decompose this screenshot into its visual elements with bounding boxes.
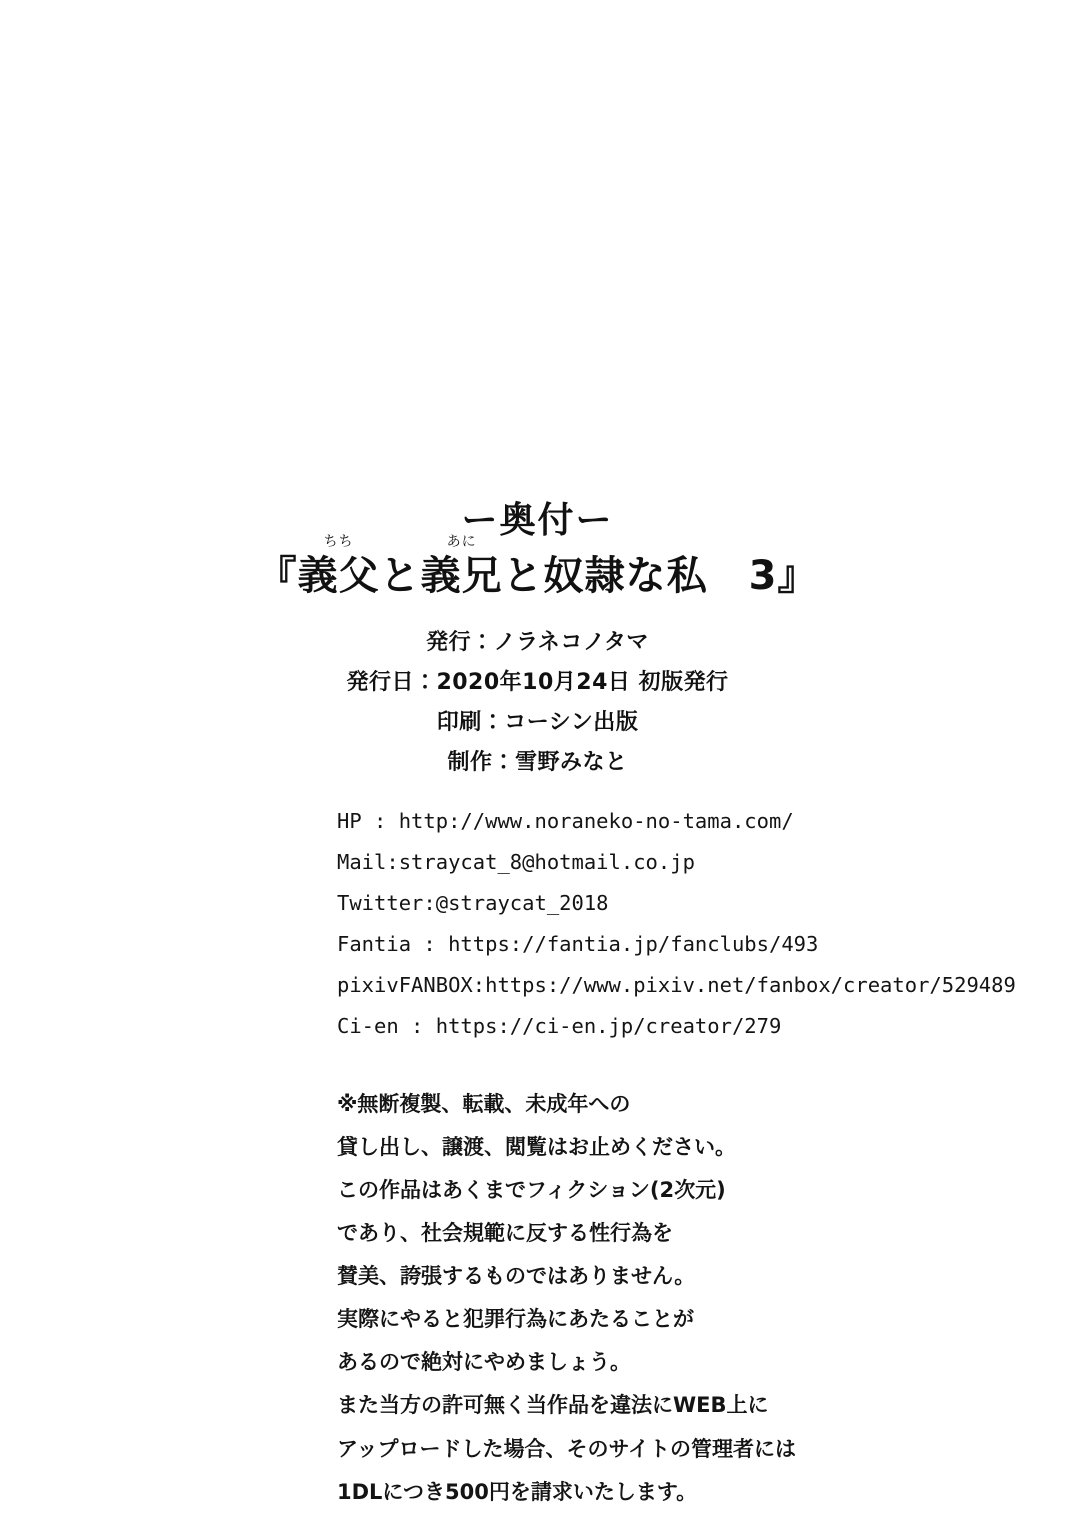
title-ruby-group-ani [420, 534, 503, 601]
title-segment-1: 義父 [297, 553, 380, 599]
title-open-bracket: 『 [256, 553, 298, 599]
legal-notice-block [0, 1083, 1075, 1513]
notice-line-8: また当方の許可無く当作品を違法にWEB上に [337, 1393, 769, 1418]
notice-line-1: ※無断複製、転載、未成年への [337, 1092, 631, 1117]
link-ci-en[interactable]: Ci-en : https://ci-en.jp/creator/279 [337, 1014, 782, 1039]
notice-line-9: アップロードした場合、そのサイトの管理者には [337, 1436, 797, 1461]
notice-line-7: あるので絶対にやめましょう。 [337, 1350, 631, 1375]
credit-publisher: 発行：ノラネコノタマ [426, 630, 649, 655]
notice-line-2: 貸し出し、譲渡、閲覧はお止めください。 [337, 1135, 736, 1160]
credit-producer: 制作：雪野みなと [447, 750, 628, 776]
notice-line-4: であり、社会規範に反する性行為を [337, 1221, 673, 1246]
credit-printer: 印刷：コーシン出版 [436, 710, 639, 736]
link-mail[interactable]: Mail:straycat_8@hotmail.co.jp [337, 850, 695, 875]
title-ruby-group-chichi [297, 534, 380, 601]
notice-line-6: 実際にやると犯罪行為にあたることが [337, 1307, 694, 1332]
notice-line-10: 1DLにつき500円を請求いたします。 [337, 1479, 698, 1504]
contact-links-list [0, 801, 1075, 1047]
link-twitter[interactable]: Twitter:@straycat_2018 [337, 891, 609, 916]
colophon-block [0, 498, 1075, 1514]
link-fantia[interactable]: Fantia : https://fantia.jp/fanclubs/493 [337, 932, 819, 957]
title-segment-4: と奴隷な私 3 [502, 553, 778, 599]
notice-line-5: 賛美、誇張するものではありません。 [337, 1264, 696, 1289]
title-close-bracket: 』 [777, 553, 819, 599]
colophon-heading-wrap [0, 498, 1075, 601]
ruby-ani: あに [446, 534, 477, 550]
link-pixiv-fanbox[interactable]: pixivFANBOX:https://www.pixiv.net/fanbox/creator/529489 [337, 973, 1016, 998]
ruby-chichi: ちち [323, 534, 354, 550]
notice-line-3: この作品はあくまでフィクション(2次元) [337, 1178, 726, 1203]
link-homepage[interactable]: HP : http://www.noraneko-no-tama.com/ [337, 809, 794, 834]
title-segment-2: と [379, 553, 421, 599]
credits-list [0, 623, 1075, 783]
colophon-heading: ー奥付ー [461, 500, 614, 541]
credit-publish-date: 発行日：2020年10月24日 初版発行 [346, 670, 729, 696]
title-segment-3: 義兄 [420, 553, 503, 599]
work-title [256, 534, 819, 601]
